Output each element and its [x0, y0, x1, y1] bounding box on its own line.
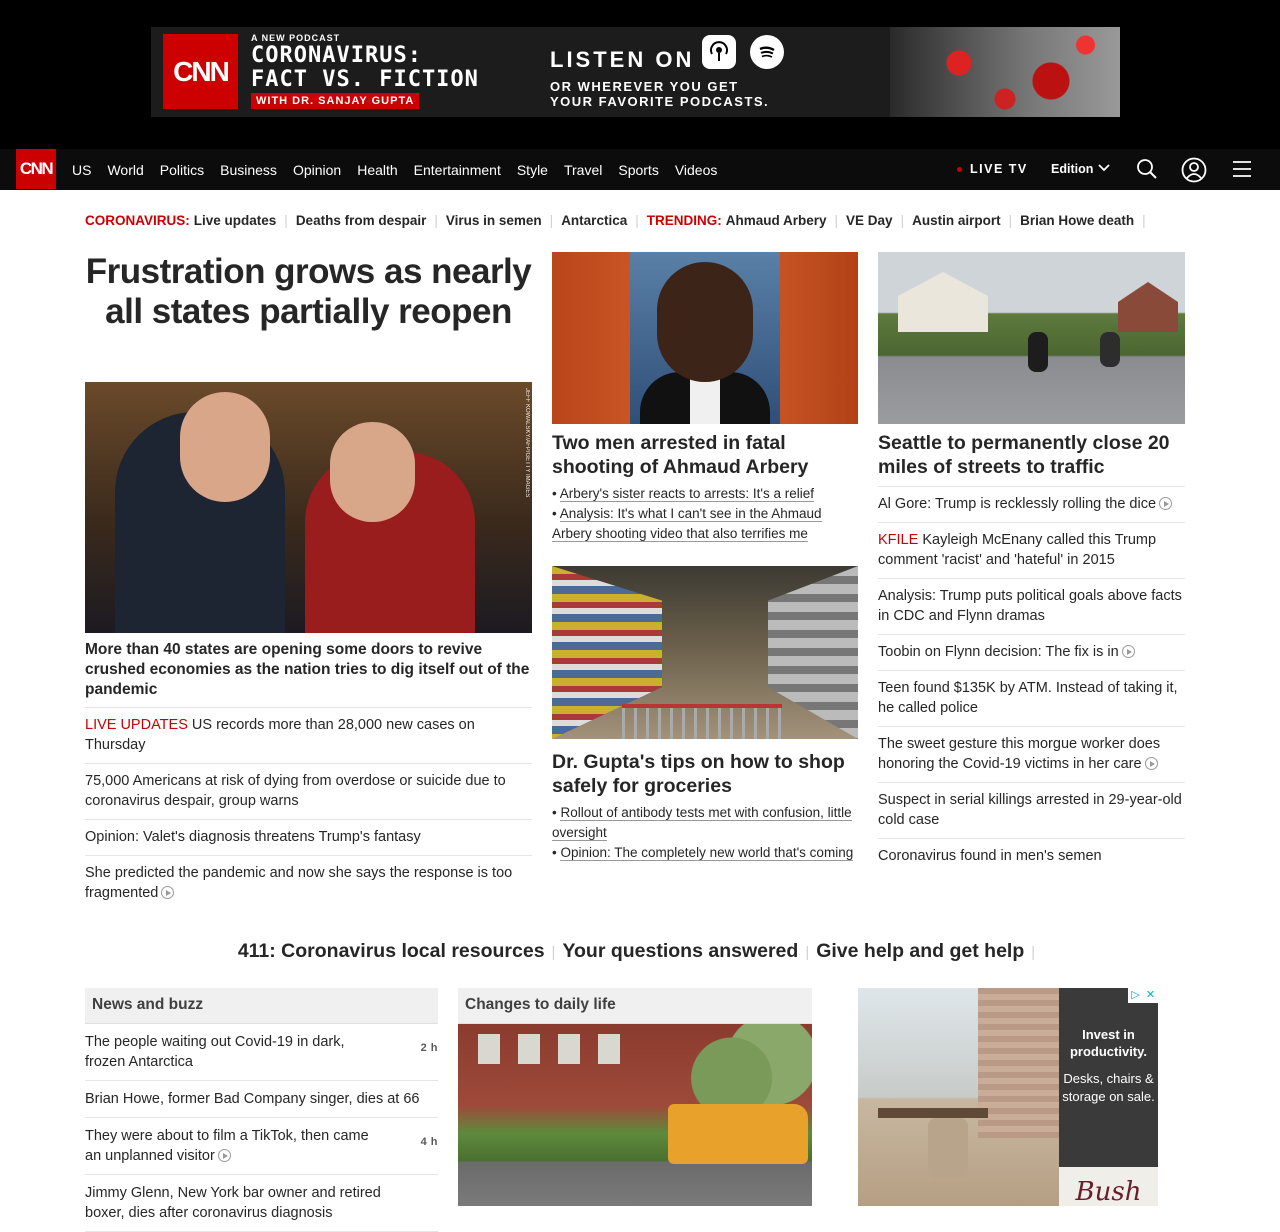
- arbery-bullets: [552, 484, 858, 544]
- bullet-link[interactable]: Opinion: The completely new world that's coming: [560, 845, 854, 860]
- ad-line-1: Invest in productivity.: [1069, 1027, 1148, 1059]
- nav-link-business[interactable]: Business: [220, 161, 277, 178]
- divider: |: [1031, 944, 1036, 961]
- ad-with-host: WITH DR. SANJAY GUPTA: [251, 93, 419, 109]
- ad-subtext: OR WHEREVER YOU GET YOUR FAVORITE PODCASTS.: [550, 79, 770, 109]
- image-bus: [668, 1104, 808, 1164]
- ad-cnn-logo: CNN: [163, 34, 238, 109]
- image-figure: [657, 262, 753, 382]
- ad-brand: Bush: [1059, 1167, 1158, 1206]
- close-icon[interactable]: ✕: [1145, 989, 1156, 1001]
- nav-link-opinion[interactable]: Opinion: [292, 161, 342, 178]
- list-item[interactable]: She predicted the pandemic and now she says the response is too fragmented: [85, 855, 532, 911]
- arbery-image[interactable]: [552, 252, 858, 424]
- timestamp: 2 h: [420, 1042, 438, 1054]
- live-dot-icon: [957, 167, 962, 172]
- cnn-logo[interactable]: CNN: [16, 149, 56, 189]
- nav-link-style[interactable]: Style: [516, 161, 548, 178]
- daily-life-header: Changes to daily life: [458, 988, 812, 1024]
- timestamp: 4 h: [420, 1136, 438, 1148]
- chevron-down-icon[interactable]: [1098, 163, 1110, 173]
- bullet-item: • Analysis: It's what I can't see in the Ahmaud Arbery shooting video that also terrifies me: [552, 506, 822, 541]
- hero-story-list: [85, 707, 532, 911]
- image-figure: [180, 392, 270, 502]
- image-figure: [330, 422, 415, 522]
- news-buzz-list: [85, 1024, 438, 1232]
- seattle-headline[interactable]: Seattle to permanently close 20 miles of streets to traffic: [878, 432, 1170, 478]
- ad-line-2: Desks, chairs & storage on sale.: [1062, 1071, 1155, 1104]
- nav-link-world[interactable]: World: [107, 161, 144, 178]
- list-item[interactable]: They were about to film a TikTok, then came an unplanned visitor 4 h: [85, 1118, 438, 1175]
- spotify-icon: [750, 35, 784, 69]
- top-navigation: [0, 149, 1280, 190]
- trend-link-austin-airport[interactable]: Austin airport: [912, 212, 1001, 228]
- search-icon[interactable]: [1136, 157, 1158, 181]
- image-cyclist: [1100, 332, 1120, 367]
- ad-controls: [1128, 988, 1158, 1003]
- menu-icon[interactable]: [1232, 157, 1252, 181]
- podcasts-icon: [702, 35, 736, 69]
- coronavirus-label: CORONAVIRUS:: [85, 212, 190, 228]
- nav-link-sports[interactable]: Sports: [618, 161, 659, 178]
- ad-kicker: A NEW PODCAST: [251, 33, 341, 43]
- nav-links: [72, 149, 717, 190]
- image-cart: [622, 704, 782, 739]
- photo-credit: JEFF KOWALSKY/AFP/GETTY IMAGES: [524, 388, 530, 498]
- image-window: [558, 1034, 580, 1064]
- top-ad-banner: [0, 0, 1280, 149]
- list-item[interactable]: Opinion: Valet's diagnosis threatens Trump's fantasy: [85, 819, 532, 855]
- bullet-item: • Rollout of antibody tests met with confusion, little oversight: [552, 805, 852, 840]
- list-item[interactable]: Toobin on Flynn decision: The fix is in: [878, 634, 1185, 670]
- grocery-bullets: [552, 803, 858, 863]
- trend-link-ve-day[interactable]: VE Day: [846, 212, 893, 228]
- divider: |: [1142, 212, 1146, 228]
- account-icon[interactable]: [1181, 157, 1207, 183]
- list-item[interactable]: Suspect in serial killings arrested in 29-year-old cold case: [878, 782, 1185, 838]
- list-item[interactable]: Jimmy Glenn, New York bar owner and retired boxer, dies after coronavirus diagnosis: [85, 1175, 438, 1232]
- trend-link-antarctica[interactable]: Antarctica: [561, 212, 628, 228]
- podcast-ad[interactable]: [151, 27, 1120, 117]
- nav-link-travel[interactable]: Travel: [563, 161, 603, 178]
- list-item[interactable]: 75,000 Americans at risk of dying from overdose or suicide due to coronavirus despair, group warns: [85, 763, 532, 819]
- list-item[interactable]: Analysis: Trump puts political goals above facts in CDC and Flynn dramas: [878, 578, 1185, 634]
- divider: |: [284, 212, 288, 228]
- list-item[interactable]: LIVE UPDATES US records more than 28,000 new cases on Thursday: [85, 707, 532, 763]
- divider: |: [805, 944, 810, 961]
- play-video-icon: [1145, 757, 1158, 770]
- ad-title: CORONAVIRUS: FACT VS. FICTION: [251, 43, 479, 92]
- list-item[interactable]: KFILE Kayleigh McEnany called this Trump comment 'racist' and 'hateful' in 2015: [878, 522, 1185, 578]
- list-item[interactable]: Al Gore: Trump is recklessly rolling the dice: [878, 486, 1185, 522]
- school-bus-image[interactable]: [458, 1024, 812, 1206]
- image-house: [1118, 282, 1178, 332]
- arbery-headline[interactable]: Two men arrested in fatal shooting of Ahmaud Arbery: [552, 432, 809, 478]
- trending-label: TRENDING:: [646, 212, 722, 228]
- side-story-list: [878, 486, 1185, 874]
- hero-headline[interactable]: Frustration grows as nearly all states partially reopen: [85, 252, 532, 331]
- play-video-icon: [1122, 645, 1135, 658]
- seattle-image[interactable]: [878, 252, 1185, 424]
- play-video-icon: [1159, 497, 1172, 510]
- play-video-icon: [161, 886, 174, 899]
- image-window: [518, 1034, 540, 1064]
- news-buzz-header: News and buzz: [85, 988, 438, 1024]
- play-video-icon: [218, 1149, 231, 1162]
- trending-bar: [85, 210, 1154, 230]
- nav-link-us[interactable]: US: [72, 161, 92, 178]
- bullet-item: • Arbery's sister reacts to arrests: It's a relief: [552, 486, 814, 501]
- image-window: [478, 1034, 500, 1064]
- resource-link-help[interactable]: Give help and get help: [816, 940, 1025, 962]
- nav-link-entertainment[interactable]: Entertainment: [413, 161, 501, 178]
- divider: |: [551, 944, 556, 961]
- resource-link-questions[interactable]: Your questions answered: [562, 940, 799, 962]
- divider: |: [434, 212, 438, 228]
- list-item[interactable]: Brian Howe, former Bad Company singer, dies at 66: [85, 1081, 438, 1118]
- divider: |: [549, 212, 554, 228]
- bullet-link[interactable]: Rollout of antibody tests met with confusion, little oversight: [552, 805, 852, 840]
- divider: |: [1008, 212, 1013, 228]
- list-item[interactable]: Coronavirus found in men's semen: [878, 838, 1185, 874]
- trend-link-live-updates[interactable]: Live updates: [193, 212, 277, 228]
- trend-link-deaths-despair[interactable]: Deaths from despair: [295, 212, 427, 228]
- ad-virus-image: [890, 27, 1120, 117]
- trend-link-arbery[interactable]: Ahmaud Arbery: [725, 212, 827, 228]
- bullet-item: • Opinion: The completely new world that's coming: [552, 845, 854, 860]
- edition-selector[interactable]: Edition: [1051, 162, 1094, 176]
- list-item[interactable]: The people waiting out Covid-19 in dark, frozen Antarctica 2 h: [85, 1024, 438, 1081]
- ad-text-panel: [1059, 988, 1158, 1167]
- ad-brick-wall: [978, 988, 1059, 1138]
- list-item[interactable]: Teen found $135K by ATM. Instead of taking it, he called police: [878, 670, 1185, 726]
- side-ad[interactable]: [858, 988, 1158, 1206]
- ad-listen-on: LISTEN ON: [550, 47, 695, 72]
- image-window: [598, 1034, 620, 1064]
- grocery-headline[interactable]: Dr. Gupta's tips on how to shop safely for groceries: [552, 751, 845, 797]
- divider: |: [834, 212, 839, 228]
- image-tree: [678, 1024, 812, 1114]
- ad-desk: [878, 1108, 988, 1118]
- image-cyclist: [1028, 332, 1048, 372]
- ad-chair: [928, 1118, 968, 1178]
- trend-link-virus-semen[interactable]: Virus in semen: [445, 212, 542, 228]
- image-house: [898, 272, 988, 332]
- hero-subheadline[interactable]: More than 40 states are opening some doors to revive crushed economies as the nation tries to dig itself out of the pandemic: [85, 641, 530, 698]
- resources-bar: [0, 940, 1280, 963]
- hero-image[interactable]: [85, 382, 532, 633]
- divider: |: [900, 212, 905, 228]
- bullet-link[interactable]: Analysis: It's what I can't see in the Ahmaud Arbery shooting video that also terrifies me: [552, 506, 822, 541]
- trend-link-brian-howe[interactable]: Brian Howe death: [1020, 212, 1135, 228]
- grocery-image[interactable]: [552, 566, 858, 739]
- live-tv-button[interactable]: LIVE TV: [957, 162, 1028, 176]
- nav-link-videos[interactable]: Videos: [674, 161, 718, 178]
- resource-link-local[interactable]: 411: Coronavirus local resources: [237, 940, 545, 962]
- list-item[interactable]: The sweet gesture this morgue worker does honoring the Covid-19 victims in her care: [878, 726, 1185, 782]
- bullet-link[interactable]: Arbery's sister reacts to arrests: It's a relief: [559, 486, 814, 501]
- nav-link-health[interactable]: Health: [357, 161, 398, 178]
- divider: |: [635, 212, 639, 228]
- adchoices-icon[interactable]: ▷: [1131, 989, 1140, 1001]
- nav-link-politics[interactable]: Politics: [159, 161, 205, 178]
